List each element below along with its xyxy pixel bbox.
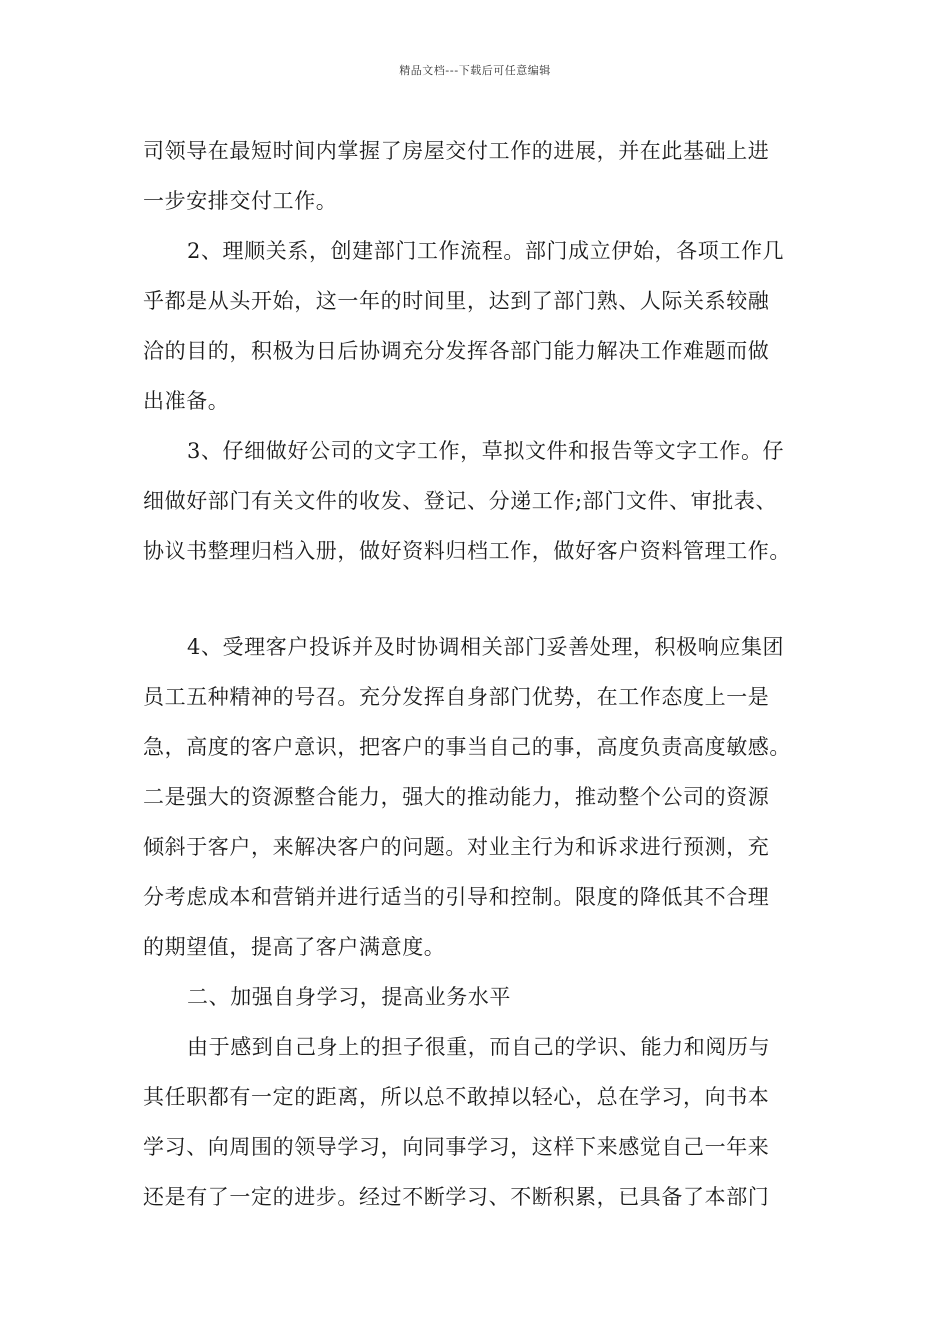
section-heading — [143, 972, 808, 1022]
document-body — [143, 126, 808, 1222]
paragraph-item-2 — [143, 226, 808, 426]
heading-line: 二、加强自身学习，提高业务水平 — [187, 985, 511, 1009]
paragraph-study — [143, 1022, 808, 1222]
text-line: 的期望值，提高了客户满意度。 — [143, 935, 446, 959]
text-line: 员工五种精神的号召。充分发挥自身部门优势，在工作态度上一是 — [143, 685, 770, 709]
paragraph-continuation — [143, 126, 808, 226]
text-line: 倾斜于客户，来解决客户的问题。对业主行为和诉求进行预测，充 — [143, 835, 770, 859]
page-header: 精品文档---下载后可任意编辑 — [399, 64, 551, 77]
text-line: 学习、向周围的领导学习，向同事学习，这样下来感觉自己一年来 — [143, 1135, 770, 1159]
text-line: 急，高度的客户意识，把客户的事当自己的事，高度负责高度敏感。 — [143, 735, 791, 759]
text-line: 3、仔细做好公司的文字工作，草拟文件和报告等文字工作。仔 — [187, 439, 785, 463]
text-line: 还是有了一定的进步。经过不断学习、不断积累，已具备了本部门 — [143, 1185, 770, 1209]
text-line: 一步安排交付工作。 — [143, 189, 338, 213]
text-line: 2、理顺关系，创建部门工作流程。部门成立伊始，各项工作几 — [187, 239, 785, 263]
text-line: 分考虑成本和营销并进行适当的引导和控制。限度的降低其不合理 — [143, 885, 770, 909]
text-line: 其任职都有一定的距离，所以总不敢掉以轻心，总在学习，向书本 — [143, 1085, 770, 1109]
text-line: 司领导在最短时间内掌握了房屋交付工作的进展，并在此基础上进 — [143, 139, 770, 163]
paragraph-item-4 — [143, 622, 808, 972]
text-line: 洽的目的，积极为日后协调充分发挥各部门能力解决工作难题而做 — [143, 339, 770, 363]
text-line: 由于感到自己身上的担子很重，而自己的学识、能力和阅历与 — [187, 1035, 771, 1059]
text-line: 4、受理客户投诉并及时协调相关部门妥善处理，积极响应集团 — [187, 635, 785, 659]
text-line: 乎都是从头开始，这一年的时间里，达到了部门熟、人际关系较融 — [143, 289, 770, 313]
paragraph-gap — [143, 576, 808, 622]
paragraph-item-3 — [143, 426, 808, 576]
text-line: 二是强大的资源整合能力，强大的推动能力，推动整个公司的资源 — [143, 785, 770, 809]
text-line: 细做好部门有关文件的收发、登记、分递工作;部门文件、审批表、 — [143, 489, 778, 513]
text-line: 协议书整理归档入册，做好资料归档工作，做好客户资料管理工作。 — [143, 539, 791, 563]
text-line: 出准备。 — [143, 389, 230, 413]
